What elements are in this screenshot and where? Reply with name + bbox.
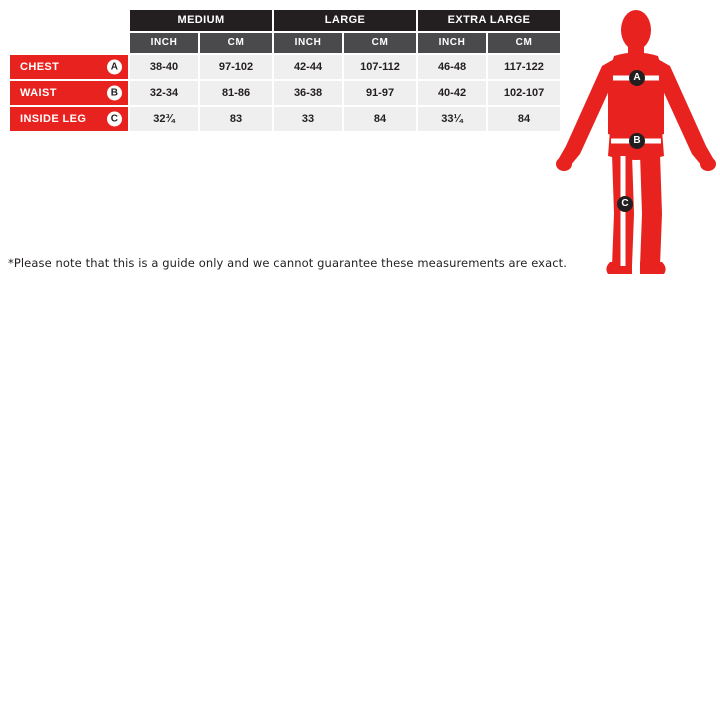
row-label-chest bbox=[10, 55, 128, 79]
size-header-extra-large: EXTRA LARGE bbox=[418, 10, 560, 31]
cell-waist-medium-cm: 81-86 bbox=[200, 81, 272, 105]
corner-cell-2 bbox=[10, 33, 128, 53]
size-table bbox=[8, 8, 562, 133]
table-row bbox=[10, 55, 560, 79]
figure-marker-b: B bbox=[629, 133, 645, 149]
cell-waist-large-inch: 36-38 bbox=[274, 81, 342, 105]
unit-header-large-inch: INCH bbox=[274, 33, 342, 53]
cell-inside-leg-large-inch: 33 bbox=[274, 107, 342, 131]
cell-inside-leg-medium-inch: 32¾ bbox=[130, 107, 198, 131]
disclaimer-note: *Please note that this is a guide only and we cannot guarantee these measurements are exact. bbox=[8, 256, 568, 270]
cell-inside-leg-medium-cm: 83 bbox=[200, 107, 272, 131]
cell-waist-xl-cm: 102-107 bbox=[488, 81, 560, 105]
cell-chest-xl-inch: 46-48 bbox=[418, 55, 486, 79]
row-label-text: INSIDE LEG bbox=[20, 113, 87, 125]
figure-marker-c: C bbox=[617, 196, 633, 212]
table-row bbox=[10, 107, 560, 131]
corner-cell bbox=[10, 10, 128, 31]
row-label-waist bbox=[10, 81, 128, 105]
unit-header-medium-cm: CM bbox=[200, 33, 272, 53]
unit-header-medium-inch: INCH bbox=[130, 33, 198, 53]
row-label-text: CHEST bbox=[20, 61, 60, 73]
table-row-size-headers bbox=[10, 10, 560, 31]
cell-inside-leg-xl-inch: 33¼ bbox=[418, 107, 486, 131]
row-badge-a: A bbox=[107, 60, 122, 75]
table-row bbox=[10, 81, 560, 105]
unit-header-large-cm: CM bbox=[344, 33, 416, 53]
cell-chest-medium-cm: 97-102 bbox=[200, 55, 272, 79]
body-silhouette-icon bbox=[556, 4, 716, 294]
size-chart bbox=[8, 8, 554, 133]
body-figure bbox=[556, 4, 716, 294]
cell-inside-leg-xl-cm: 84 bbox=[488, 107, 560, 131]
cell-chest-large-inch: 42-44 bbox=[274, 55, 342, 79]
cell-waist-xl-inch: 40-42 bbox=[418, 81, 486, 105]
size-header-medium: MEDIUM bbox=[130, 10, 272, 31]
cell-chest-xl-cm: 117-122 bbox=[488, 55, 560, 79]
cell-chest-medium-inch: 38-40 bbox=[130, 55, 198, 79]
cell-chest-large-cm: 107-112 bbox=[344, 55, 416, 79]
cell-inside-leg-large-cm: 84 bbox=[344, 107, 416, 131]
row-badge-b: B bbox=[107, 86, 122, 101]
cell-waist-medium-inch: 32-34 bbox=[130, 81, 198, 105]
row-label-text: WAIST bbox=[20, 87, 57, 99]
figure-marker-a: A bbox=[629, 70, 645, 86]
unit-header-xl-inch: INCH bbox=[418, 33, 486, 53]
size-header-large: LARGE bbox=[274, 10, 416, 31]
table-row-unit-headers bbox=[10, 33, 560, 53]
unit-header-xl-cm: CM bbox=[488, 33, 560, 53]
cell-waist-large-cm: 91-97 bbox=[344, 81, 416, 105]
row-badge-c: C bbox=[107, 112, 122, 127]
row-label-inside-leg bbox=[10, 107, 128, 131]
